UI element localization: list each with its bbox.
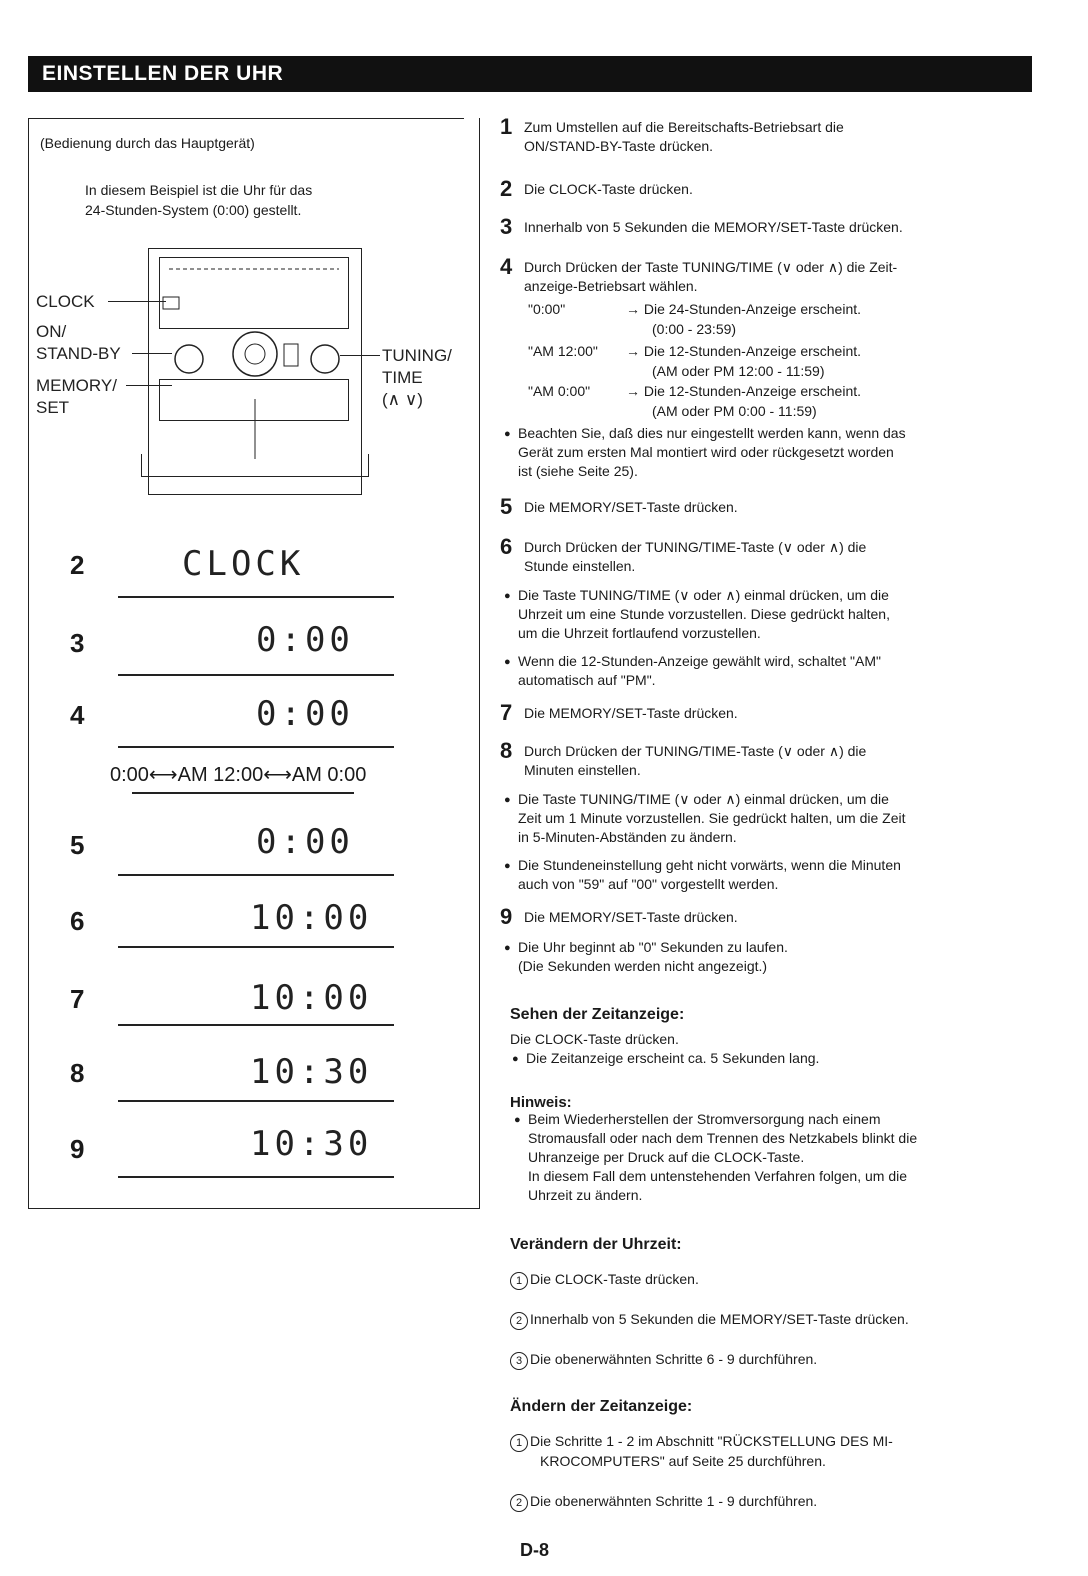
page-number: D-8 (520, 1540, 550, 1560)
lcd-readout: 0:00 (256, 822, 354, 862)
section-title: EINSTELLEN DER UHR (42, 62, 284, 85)
bullet-clock-starts: ● Die Uhr beginnt ab "0" Sekunden zu laufen. (Die Sekunden werden nicht angezeigt.) (518, 938, 788, 976)
example-text (85, 180, 425, 220)
change-time-heading: Verändern der Uhrzeit: (510, 1236, 682, 1253)
tuning-callout-line (340, 355, 380, 356)
change-time-item-3: 3 Die obenerwähnten Schritte 6 - 9 durchführen. (510, 1350, 817, 1370)
stereo-unit-illustration (148, 248, 362, 495)
change-display-heading: Ändern der Zeitanzeige: (510, 1398, 693, 1415)
example-line-1: In diesem Beispiel ist die Uhr für das (85, 182, 313, 198)
step-7-text: Die MEMORY/SET-Taste drücken. (524, 705, 738, 721)
step-9-number: 9 (500, 904, 513, 929)
bullet-minute-advance: ● Die Taste TUNING/TIME (∨ oder ∧) einmal drücken, um die Zeit um 1 Minute vorzustellen. Sie gedrückt halten, um die Zeit in 5-Minuten-Abständen zu ändern. (518, 790, 906, 847)
bullet-hour-advance: ● Die Taste TUNING/TIME (∨ oder ∧) einmal drücken, um die Uhrzeit um eine Stunde vorzustellen. Diese gedrückt halten, um die Uhrzeit fortlaufend vorzustellen. (518, 586, 890, 643)
mode-option-3-range: (AM oder PM 0:00 - 11:59) (652, 403, 817, 419)
step-number: 6 (70, 906, 85, 936)
step-divider (118, 1176, 394, 1178)
mode-option-1-desc: → Die 24-Stunden-Anzeige erscheint. (626, 301, 862, 317)
circled-number: 2 (510, 1312, 528, 1330)
step-7-number: 7 (500, 700, 513, 725)
mode-option-2-desc: → Die 12-Stunden-Anzeige erscheint. (626, 343, 862, 359)
lcd-readout: 10:00 (250, 898, 373, 938)
circled-number: 1 (510, 1434, 528, 1452)
memory-callout-line (126, 385, 172, 386)
step-8-number: 8 (500, 738, 513, 763)
memory-label: MEMORY/ (36, 376, 117, 395)
step-divider (118, 1100, 394, 1102)
view-time-text: Die CLOCK-Taste drücken. (510, 1031, 679, 1047)
am-pm-cycle: 0:00⟷AM 12:00⟷AM 0:00 (110, 764, 367, 786)
mode-option-3-key: "AM 0:00" (528, 383, 591, 399)
step-number: 8 (70, 1058, 85, 1088)
step-divider (118, 874, 394, 876)
step-divider (118, 1024, 394, 1026)
step-3-text: Innerhalb von 5 Sekunden die MEMORY/SET-Taste drücken. (524, 219, 903, 235)
operation-note: (Bedienung durch das Hauptgerät) (40, 135, 255, 151)
change-display-item-2: 2 Die obenerwähnten Schritte 1 - 9 durchführen. (510, 1492, 817, 1512)
mode-option-2-range: (AM oder PM 12:00 - 11:59) (652, 363, 825, 379)
example-line-2: 24-Stunden-System (0:00) gestellt. (85, 202, 302, 218)
step-divider (118, 674, 394, 676)
mode-option-2-key: "AM 12:00" (528, 343, 598, 359)
step-9-text: Die MEMORY/SET-Taste drücken. (524, 909, 738, 925)
lcd-readout: 0:00 (256, 694, 354, 734)
lcd-readout: 10:00 (250, 978, 373, 1018)
step-6-number: 6 (500, 534, 513, 559)
circled-number: 1 (510, 1272, 528, 1290)
step-divider (118, 596, 394, 598)
lcd-readout: 10:30 (250, 1052, 373, 1092)
mode-option-1-key: "0:00" (528, 301, 566, 317)
cycle-return-line (132, 792, 354, 794)
clock-label: CLOCK (36, 292, 95, 311)
clock-callout-line (108, 301, 166, 302)
step-1-number: 1 (500, 114, 513, 139)
bullet-hour-no-advance: ● Die Stundeneinstellung geht nicht vorwärts, wenn die Minuten auch von "59" auf "00" vorgestellt werden. (518, 856, 901, 894)
device-controls-drawing (149, 249, 361, 494)
mode-option-1-range: (0:00 - 23:59) (652, 321, 737, 337)
step-2-text: Die CLOCK-Taste drücken. (524, 181, 693, 197)
step-8-text: Durch Drücken der TUNING/TIME-Taste (∨ oder ∧) die Minuten einstellen. (524, 743, 867, 778)
step-number: 2 (70, 550, 85, 580)
step-number: 5 (70, 830, 85, 860)
step-5-text: Die MEMORY/SET-Taste drücken. (524, 499, 738, 515)
note-bullet: ● Beim Wiederherstellen der Stromversorgung nach einem Stromausfall oder nach dem Trennen des Netzkabels blinkt die Uhranzeige per Druck auf die CLOCK-Taste. In diesem Fall dem untenstehenden Verfahren folgen, um die Uhrzeit zu ändern. (528, 1110, 917, 1205)
step-divider (118, 746, 394, 748)
on-label: ON/ (36, 322, 67, 341)
circled-number: 2 (510, 1494, 528, 1512)
lcd-readout: 10:30 (250, 1124, 373, 1164)
step-2-number: 2 (500, 176, 513, 201)
note-heading: Hinweis: (510, 1094, 572, 1111)
standby-label: STAND-BY (36, 344, 121, 363)
step-3-number: 3 (500, 214, 513, 239)
step-1-text: Zum Umstellen auf die Bereitschafts-Betriebsart die ON/STAND-BY-Taste drücken. (524, 119, 844, 154)
lcd-readout: 0:00 (256, 620, 354, 660)
mode-option-3-desc: → Die 12-Stunden-Anzeige erscheint. (626, 383, 862, 399)
change-display-item-1: 1 Die Schritte 1 - 2 im Abschnitt "RÜCKSTELLUNG DES MI- (510, 1432, 893, 1452)
change-time-item-2: 2 Innerhalb von 5 Sekunden die MEMORY/SET-Taste drücken. (510, 1310, 909, 1330)
step-number: 3 (70, 628, 85, 658)
view-time-bullet: ● Die Zeitanzeige erscheint ca. 5 Sekunden lang. (526, 1049, 819, 1068)
lcd-readout: CLOCK (182, 544, 305, 584)
view-time-heading: Sehen der Zeitanzeige: (510, 1006, 685, 1023)
bullet-am-pm: ● Wenn die 12-Stunden-Anzeige gewählt wird, schaltet "AM" automatisch auf "PM". (518, 652, 881, 690)
time-label: TIME (382, 368, 423, 387)
step-number: 7 (70, 984, 85, 1014)
tuning-arrows-label: (∧ ∨) (382, 390, 423, 409)
step-number: 9 (70, 1134, 85, 1164)
step-5-number: 5 (500, 494, 513, 519)
standby-callout-line (132, 353, 172, 354)
bullet-note-setup: ● Beachten Sie, daß dies nur eingestellt werden kann, wenn das Gerät zum ersten Mal montiert wird oder rückgesetzt worden ist (siehe Seite 25). (518, 424, 906, 481)
change-time-item-1: 1 Die CLOCK-Taste drücken. (510, 1270, 699, 1290)
step-divider (118, 946, 394, 948)
step-6-text: Durch Drücken der TUNING/TIME-Taste (∨ oder ∧) die Stunde einstellen. (524, 539, 867, 574)
step-4-text: Durch Drücken der Taste TUNING/TIME (∨ oder ∧) die Zeit- anzeige-Betriebsart wählen. (524, 259, 898, 294)
circled-number: 3 (510, 1352, 528, 1370)
change-display-item-1-cont: KROCOMPUTERS" auf Seite 25 durchführen. (540, 1453, 826, 1469)
step-4-number: 4 (500, 254, 513, 279)
set-label: SET (36, 398, 70, 417)
step-number: 4 (70, 700, 85, 730)
tuning-label: TUNING/ (382, 346, 452, 365)
section-header-bar (28, 56, 1032, 92)
